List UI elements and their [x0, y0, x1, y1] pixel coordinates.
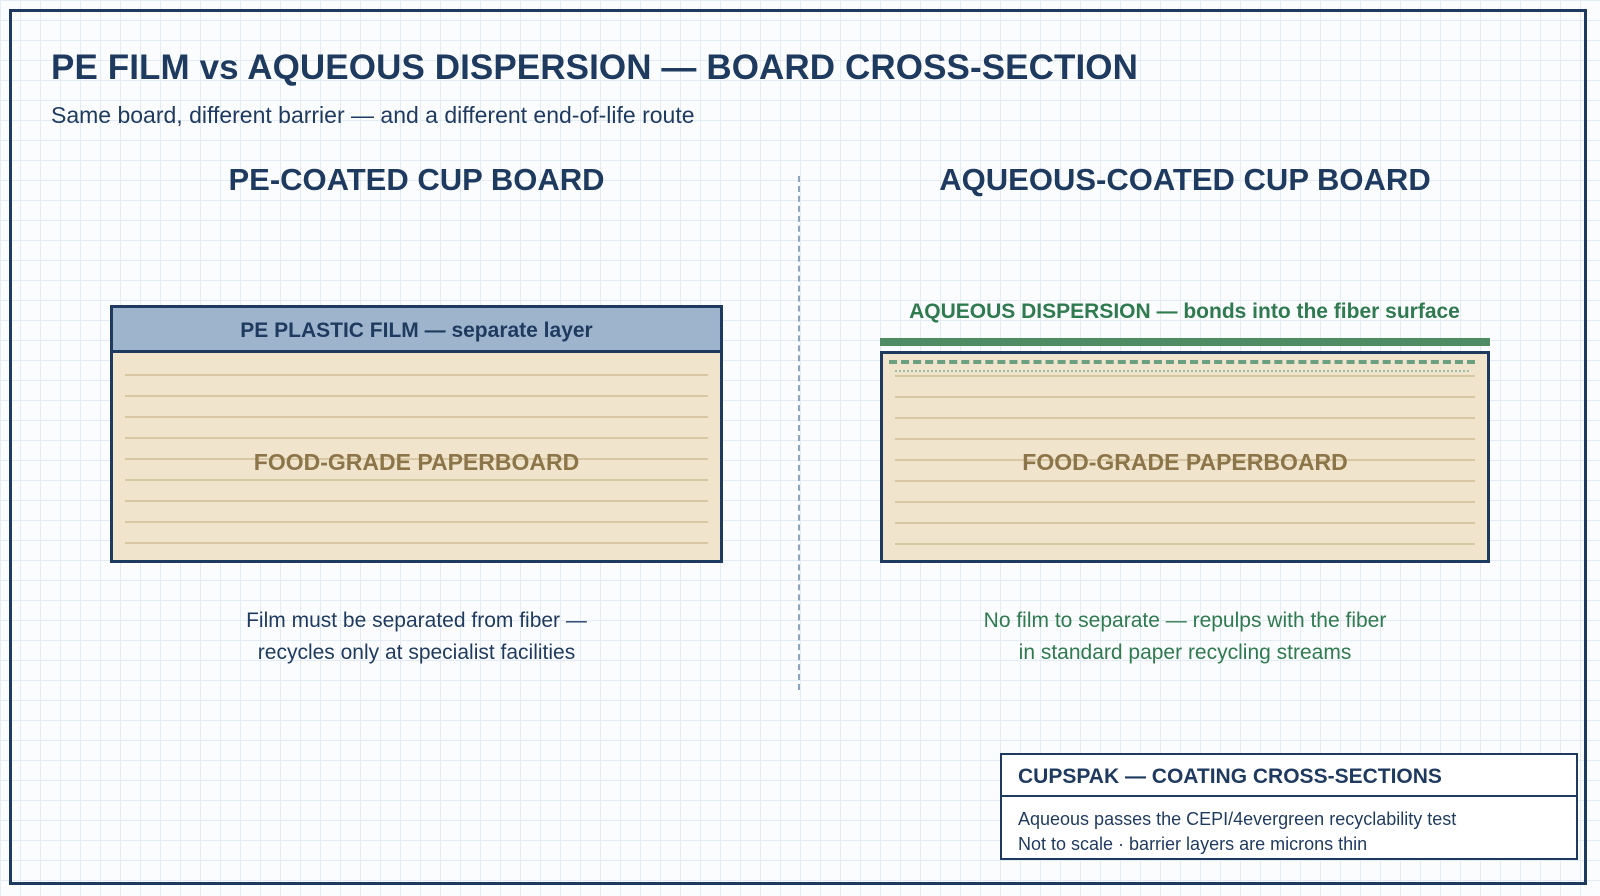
legend-box — [1000, 753, 1578, 860]
pe-paperboard-layer — [110, 350, 723, 563]
aqueous-dispersion-layer — [880, 338, 1490, 346]
diagram-title: PE FILM vs AQUEOUS DISPERSION — BOARD CROSS-SECTION — [51, 48, 1138, 87]
legend-divider — [1002, 795, 1576, 797]
aqueous-panel-heading: AQUEOUS-COATED CUP BOARD — [939, 162, 1431, 197]
aqueous-penetration-dashes — [889, 360, 1475, 364]
pe-panel-heading: PE-COATED CUP BOARD — [228, 162, 605, 197]
aqueous-dispersion-label: AQUEOUS DISPERSION — bonds into the fiber surface — [909, 300, 1460, 323]
legend-line-2: Not to scale · barrier layers are microns thin — [1018, 834, 1368, 854]
legend-title: CUPSPAK — COATING CROSS-SECTIONS — [1018, 765, 1442, 788]
aqueous-penetration-dots — [895, 370, 1469, 372]
pe-paperboard-label: FOOD-GRADE PAPERBOARD — [253, 449, 580, 475]
pe-caption — [110, 605, 723, 669]
panel-divider — [798, 176, 800, 690]
pe-caption-line-1: Film must be separated from fiber — — [246, 609, 587, 632]
pe-film-label: PE PLASTIC FILM — separate layer — [240, 319, 593, 342]
aqueous-paperboard-layer — [880, 351, 1490, 563]
aqueous-paperboard-label: FOOD-GRADE PAPERBOARD — [1022, 449, 1348, 475]
pe-caption-line-2: recycles only at specialist facilities — [257, 641, 576, 664]
pe-film-layer — [110, 305, 723, 353]
legend-line-1: Aqueous passes the CEPI/4evergreen recyclability test — [1018, 809, 1457, 829]
aqueous-caption — [880, 605, 1490, 669]
aqueous-caption-line-1: No film to separate — repulps with the fiber — [983, 609, 1387, 632]
aqueous-caption-line-2: in standard paper recycling streams — [1018, 641, 1352, 664]
diagram-subtitle: Same board, different barrier — and a different end-of-life route — [51, 102, 695, 128]
